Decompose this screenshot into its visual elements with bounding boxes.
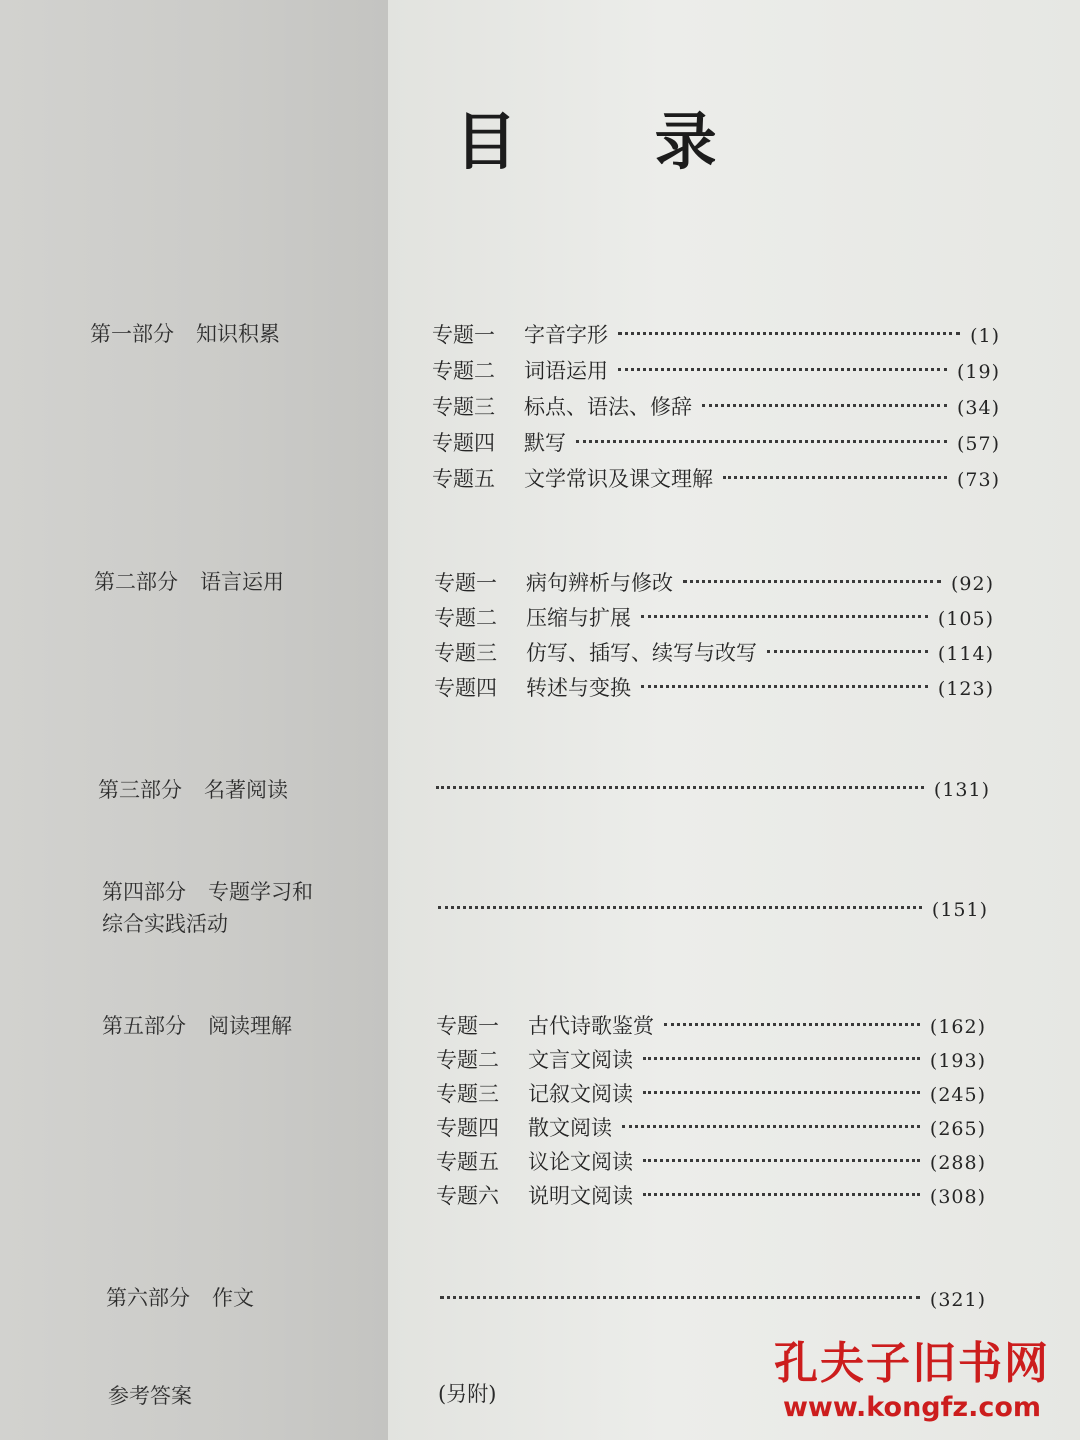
- page-number: (131): [933, 779, 990, 801]
- page-number: (193): [929, 1050, 986, 1072]
- page-number: (34): [956, 397, 1000, 419]
- watermark-url: www.kongfz.com: [782, 1392, 1042, 1423]
- topic-number: 专题五: [436, 1150, 499, 1174]
- topic-number: 专题一: [432, 323, 495, 347]
- dot-leader: [643, 1159, 920, 1162]
- dot-leader: [702, 404, 947, 407]
- topic-number: 专题六: [436, 1184, 499, 1208]
- topic-number: 专题二: [432, 359, 495, 383]
- topic-number: 专题四: [432, 431, 495, 455]
- dot-leader: [618, 332, 960, 335]
- part-name-line2: 综合实践活动: [102, 912, 228, 936]
- topic-name: 古代诗歌鉴赏: [528, 1014, 654, 1038]
- toc-entry[interactable]: [434, 671, 994, 705]
- toc-entry[interactable]: [436, 1077, 986, 1111]
- dot-leader: [618, 368, 947, 371]
- topic-number: 专题五: [432, 467, 495, 491]
- dot-leader: [723, 476, 947, 479]
- part-4-heading: [102, 876, 372, 940]
- right-page-area: [388, 0, 1080, 1440]
- toc-entry[interactable]: [434, 601, 994, 635]
- toc-entry[interactable]: [432, 354, 1000, 388]
- part-6-heading: [106, 1282, 376, 1314]
- toc-entry[interactable]: [436, 1043, 986, 1077]
- page-number: (73): [956, 469, 1000, 491]
- dot-leader: [643, 1091, 920, 1094]
- toc-entry[interactable]: [436, 1179, 986, 1213]
- part-label: 第一部分: [90, 322, 174, 346]
- part-label: 第四部分: [102, 880, 186, 904]
- page-number: (265): [929, 1118, 986, 1140]
- part-label: 第二部分: [94, 570, 178, 594]
- topic-name: 记叙文阅读: [528, 1082, 633, 1106]
- dot-leader: [436, 786, 924, 789]
- watermark: [774, 1338, 1050, 1426]
- topic-name: 转述与变换: [526, 676, 631, 700]
- topic-name: 默写: [524, 431, 566, 455]
- toc-entry[interactable]: [434, 566, 994, 600]
- dot-leader: [622, 1125, 920, 1128]
- topic-number: 专题四: [436, 1116, 499, 1140]
- topic-number: 专题四: [434, 676, 497, 700]
- page-number: (162): [929, 1016, 986, 1038]
- topic-name: 议论文阅读: [528, 1150, 633, 1174]
- part-2-heading: [94, 566, 364, 598]
- part-name: 专题学习和: [208, 880, 313, 904]
- answer-label: 参考答案: [108, 1384, 192, 1408]
- toc-entry[interactable]: [432, 462, 1000, 496]
- topic-name: 病句辨析与修改: [526, 571, 673, 595]
- page-number: (308): [929, 1186, 986, 1208]
- page-number: (19): [956, 361, 1000, 383]
- toc-entry[interactable]: [440, 1283, 986, 1317]
- toc-entry[interactable]: [432, 390, 1000, 424]
- part-1-heading: [90, 318, 360, 350]
- dot-leader: [767, 650, 928, 653]
- page-number: (245): [929, 1084, 986, 1106]
- page-number: (321): [929, 1289, 986, 1311]
- topic-name: 标点、语法、修辞: [524, 395, 692, 419]
- part-name: 阅读理解: [208, 1014, 292, 1038]
- topic-number: 专题三: [434, 641, 497, 665]
- part-label: 第五部分: [102, 1014, 186, 1038]
- part-label: 第三部分: [98, 778, 182, 802]
- topic-number: 专题一: [436, 1014, 499, 1038]
- page-number: (123): [937, 678, 994, 700]
- dot-leader: [440, 1296, 920, 1299]
- topic-number: 专题二: [434, 606, 497, 630]
- toc-entry[interactable]: [438, 893, 988, 927]
- dot-leader: [641, 615, 928, 618]
- topic-name: 说明文阅读: [528, 1184, 633, 1208]
- dot-leader: [438, 906, 922, 909]
- dot-leader: [643, 1057, 920, 1060]
- page-number: (105): [937, 608, 994, 630]
- toc-entry[interactable]: [436, 1009, 986, 1043]
- answer-note: (另附): [438, 1382, 497, 1406]
- part-3-heading: [98, 774, 368, 806]
- topic-name: 仿写、插写、续写与改写: [526, 641, 757, 665]
- toc-entry[interactable]: [436, 1111, 986, 1145]
- part-label: 第六部分: [106, 1286, 190, 1310]
- topic-number: 专题二: [436, 1048, 499, 1072]
- topic-name: 压缩与扩展: [526, 606, 631, 630]
- part-5-heading: [102, 1010, 372, 1042]
- left-gray-band: [0, 0, 388, 1440]
- page-title: 目 录: [455, 105, 775, 178]
- watermark-text: 孔夫子旧书网: [774, 1338, 1050, 1389]
- dot-leader: [683, 580, 941, 583]
- dot-leader: [576, 440, 947, 443]
- part-name: 作文: [212, 1286, 254, 1310]
- topic-number: 专题一: [434, 571, 497, 595]
- part-name: 语言运用: [200, 570, 284, 594]
- toc-entry[interactable]: [432, 318, 1000, 352]
- dot-leader: [641, 685, 928, 688]
- part-name: 名著阅读: [204, 778, 288, 802]
- toc-entry[interactable]: [436, 773, 990, 807]
- page-number: (151): [931, 899, 988, 921]
- toc-entry[interactable]: [436, 1145, 986, 1179]
- topic-name: 词语运用: [524, 359, 608, 383]
- topic-name: 散文阅读: [528, 1116, 612, 1140]
- topic-name: 文学常识及课文理解: [524, 467, 713, 491]
- dot-leader: [643, 1193, 920, 1196]
- topic-number: 专题三: [436, 1082, 499, 1106]
- page-number: (114): [937, 643, 994, 665]
- page-number: (57): [956, 433, 1000, 455]
- topic-number: 专题三: [432, 395, 495, 419]
- part-name: 知识积累: [196, 322, 280, 346]
- topic-name: 文言文阅读: [528, 1048, 633, 1072]
- toc-entry[interactable]: [434, 636, 994, 670]
- page-number: (288): [929, 1152, 986, 1174]
- topic-name: 字音字形: [524, 323, 608, 347]
- page-number: (1): [970, 325, 1000, 347]
- dot-leader: [664, 1023, 920, 1026]
- toc-entry[interactable]: [432, 426, 1000, 460]
- page-number: (92): [950, 573, 994, 595]
